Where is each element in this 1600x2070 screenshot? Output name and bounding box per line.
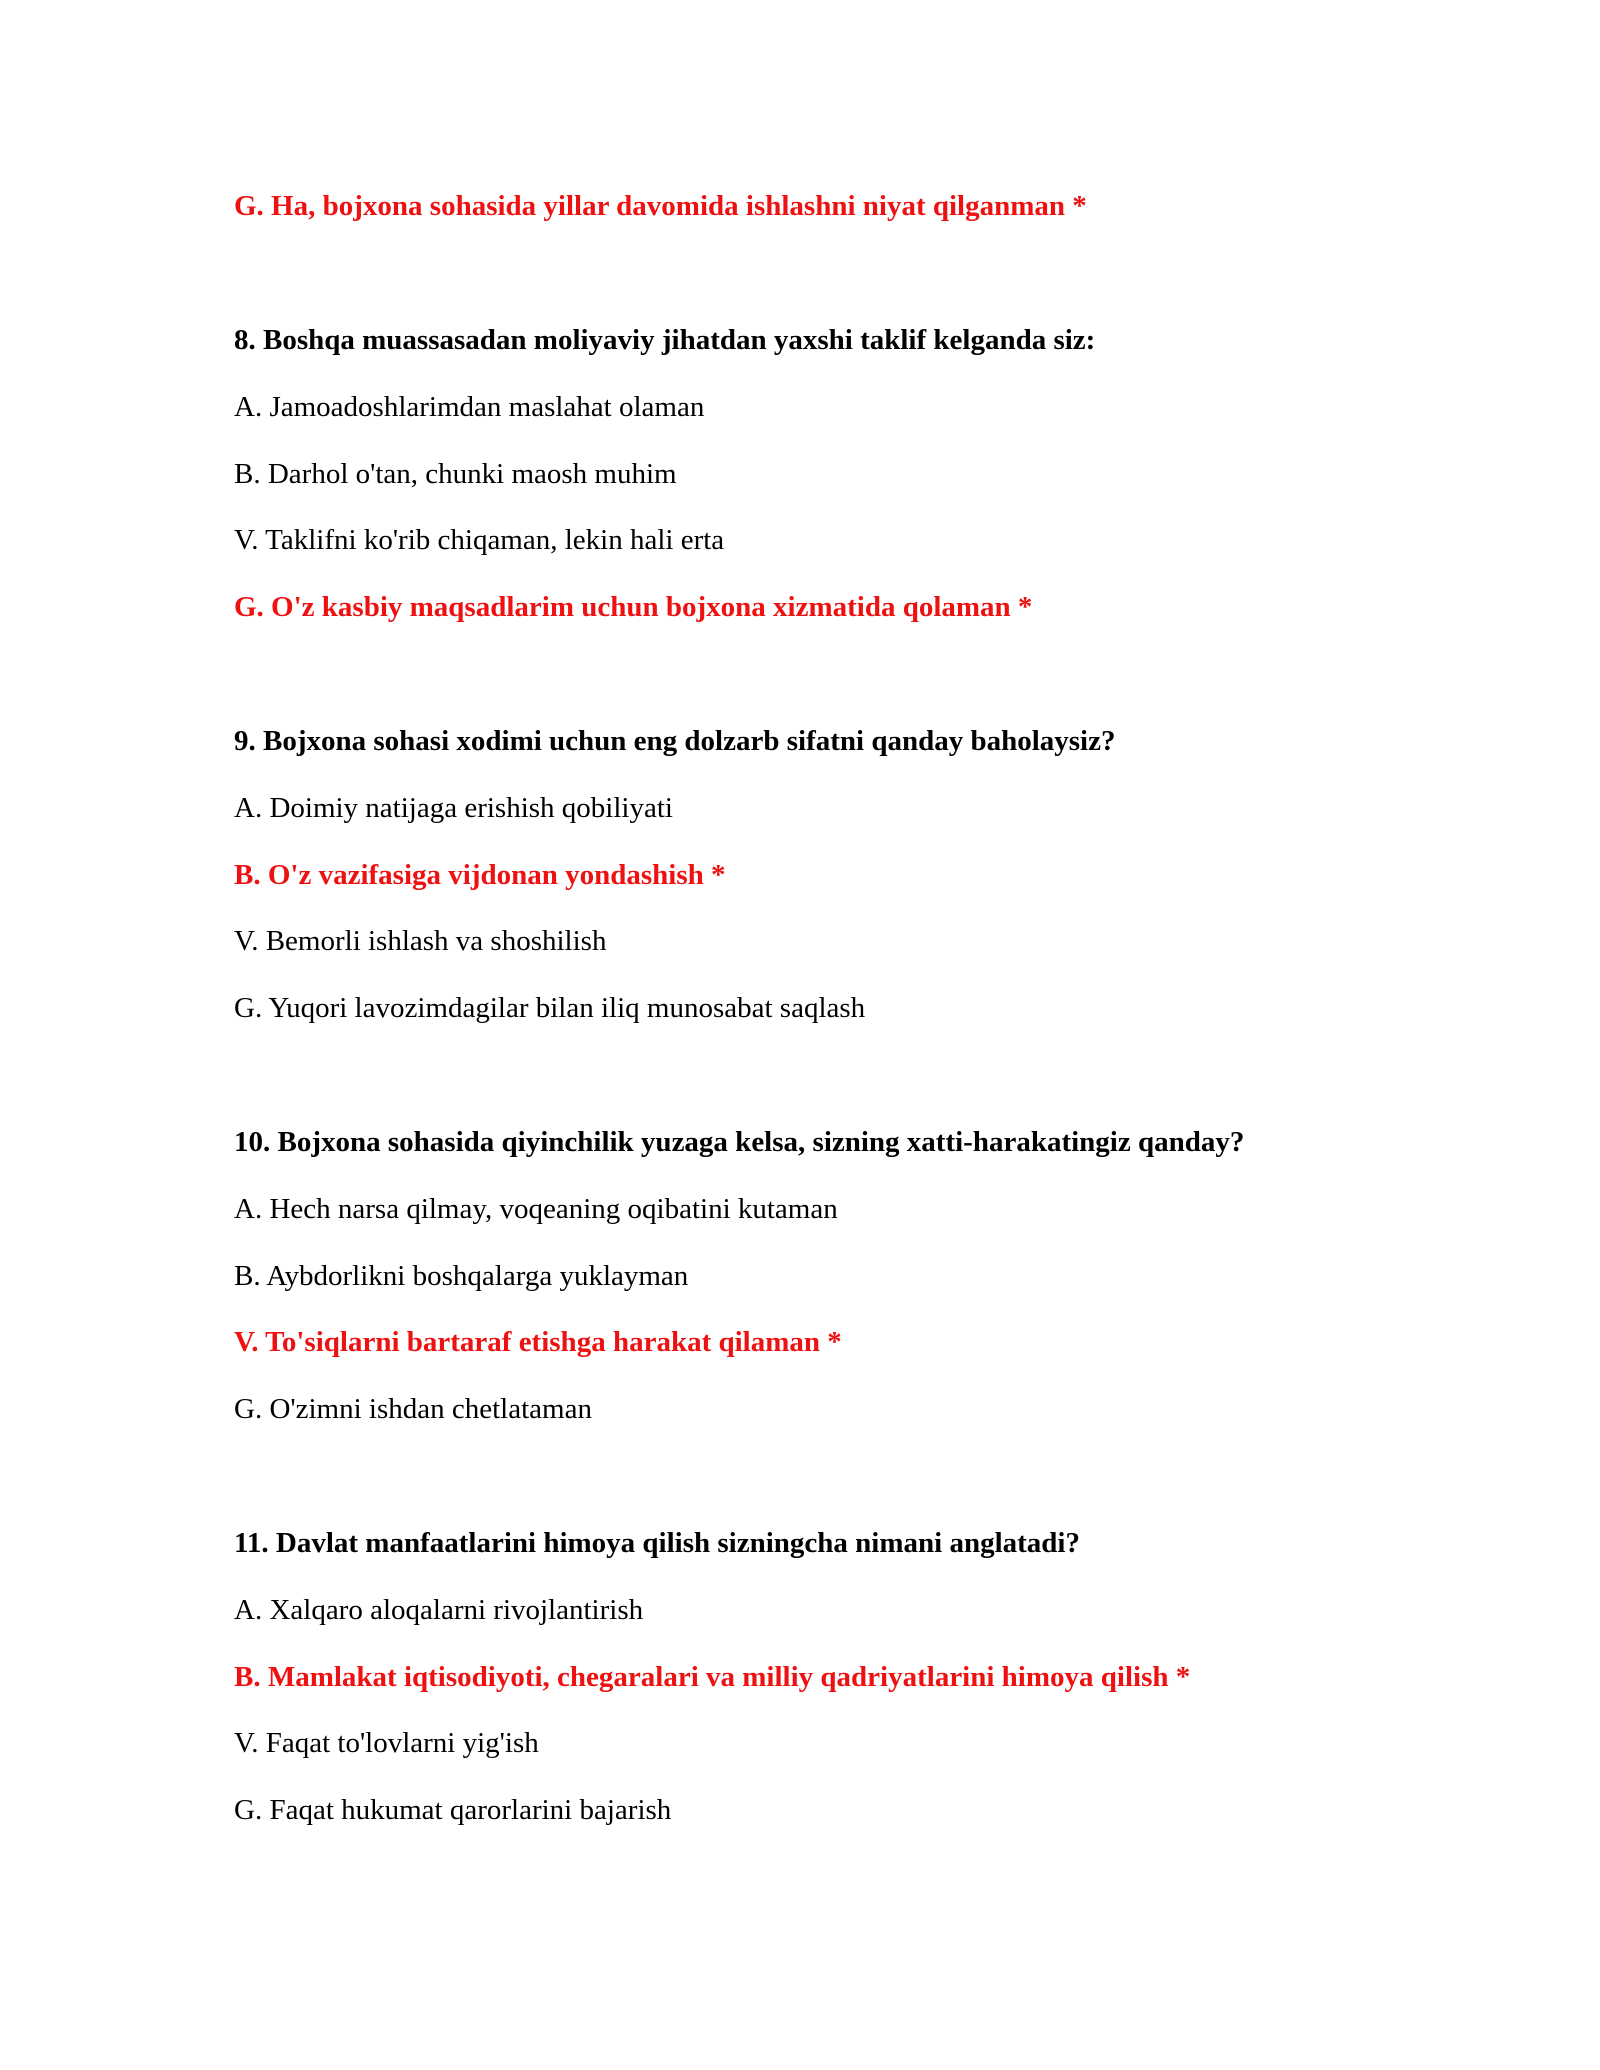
question-9: 9. Bojxona sohasi xodimi uchun eng dolzarb sifatni qanday baholaysiz? bbox=[234, 725, 1116, 757]
lead-option-correct: G. Ha, bojxona sohasida yillar davomida ishlashni niyat qilganman * bbox=[234, 190, 1087, 222]
q11-option-b-correct: B. Mamlakat iqtisodiyoti, chegaralari va milliy qadriyatlarini himoya qilish * bbox=[234, 1661, 1191, 1693]
q10-option-b: B. Aybdorlikni boshqalarga yuklayman bbox=[234, 1260, 689, 1292]
q9-option-a: A. Doimiy natijaga erishish qobiliyati bbox=[234, 792, 673, 824]
q11-option-v: V. Faqat to'lovlarni yig'ish bbox=[234, 1727, 539, 1759]
question-11: 11. Davlat manfaatlarini himoya qilish sizningcha nimani anglatadi? bbox=[234, 1527, 1080, 1559]
q10-option-a: A. Hech narsa qilmay, voqeaning oqibatini kutaman bbox=[234, 1193, 838, 1225]
q9-option-v: V. Bemorli ishlash va shoshilish bbox=[234, 925, 607, 957]
q9-option-b-correct: B. O'z vazifasiga vijdonan yondashish * bbox=[234, 859, 726, 891]
q11-option-a: A. Xalqaro aloqalarni rivojlantirish bbox=[234, 1594, 644, 1626]
question-8: 8. Boshqa muassasadan moliyaviy jihatdan yaxshi taklif kelganda siz: bbox=[234, 324, 1096, 356]
q10-option-v-correct: V. To'siqlarni bartaraf etishga harakat qilaman * bbox=[234, 1326, 842, 1358]
question-10: 10. Bojxona sohasida qiyinchilik yuzaga kelsa, sizning xatti-harakatingiz qanday? bbox=[234, 1126, 1245, 1158]
q8-option-v: V. Taklifni ko'rib chiqaman, lekin hali erta bbox=[234, 524, 725, 556]
q9-option-g: G. Yuqori lavozimdagilar bilan iliq munosabat saqlash bbox=[234, 992, 866, 1024]
q8-option-b: B. Darhol o'tan, chunki maosh muhim bbox=[234, 458, 677, 490]
q11-option-g: G. Faqat hukumat qarorlarini bajarish bbox=[234, 1794, 672, 1826]
q8-option-g-correct: G. O'z kasbiy maqsadlarim uchun bojxona xizmatida qolaman * bbox=[234, 591, 1033, 623]
q10-option-g: G. O'zimni ishdan chetlataman bbox=[234, 1393, 592, 1425]
q8-option-a: A. Jamoadoshlarimdan maslahat olaman bbox=[234, 391, 705, 423]
